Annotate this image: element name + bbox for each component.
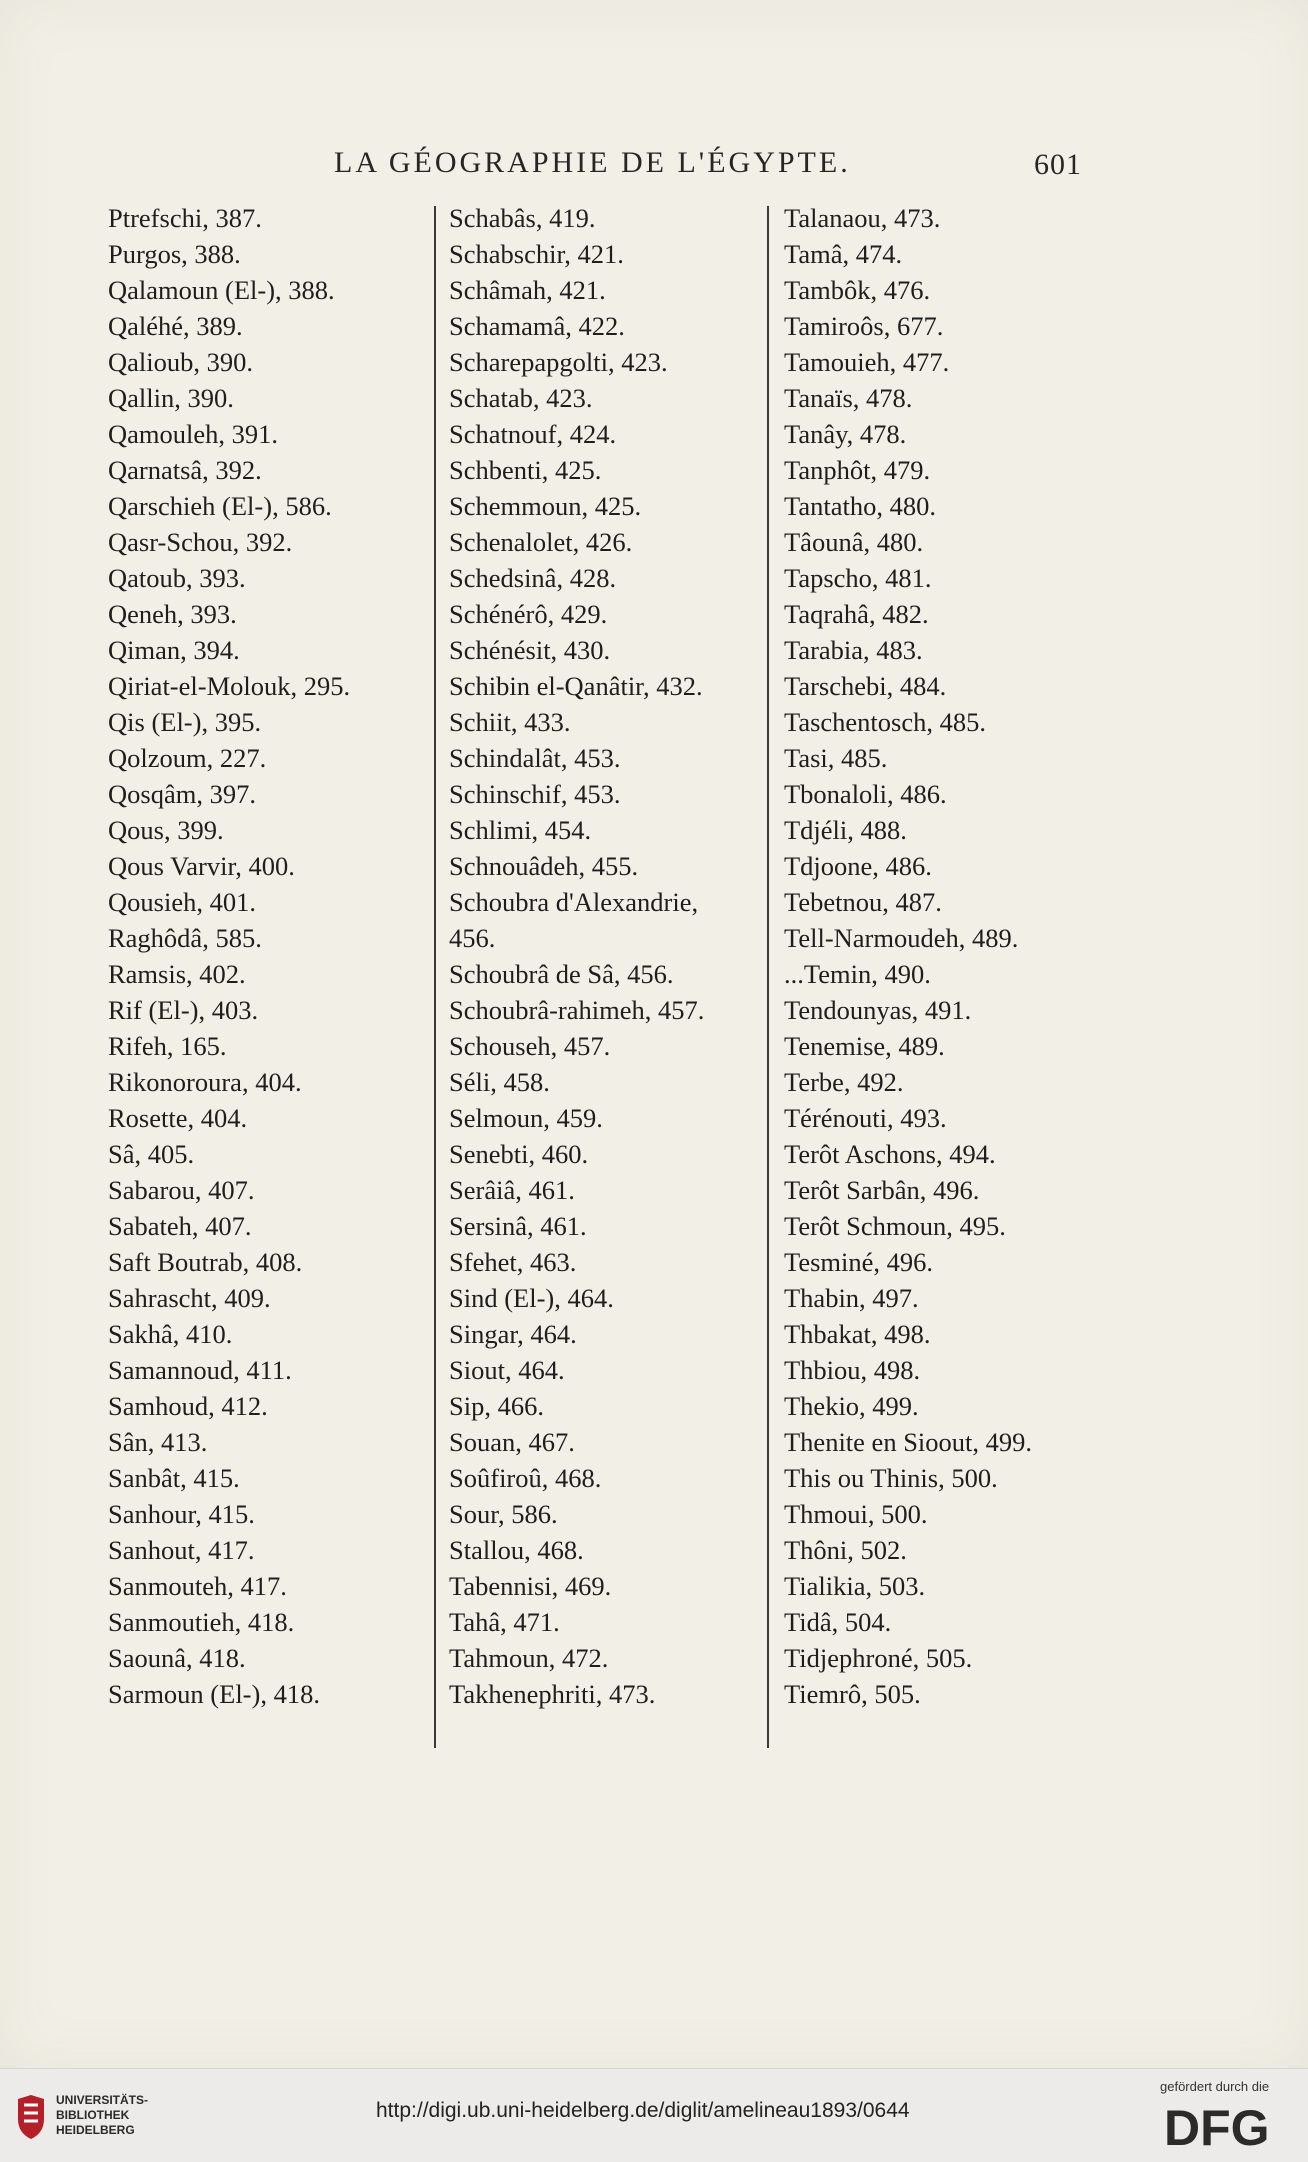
index-entry: Saounâ, 418. xyxy=(108,1643,246,1673)
index-entry: Sersinâ, 461. xyxy=(449,1211,587,1241)
index-entry: Sanmouteh, 417. xyxy=(108,1571,287,1601)
index-entry: Tabennisi, 469. xyxy=(449,1571,612,1601)
index-entry: Schoubrâ de Sâ, 456. xyxy=(449,959,674,989)
index-entry: Terôt Sarbân, 496. xyxy=(784,1175,980,1205)
index-entry: Qatoub, 393. xyxy=(108,563,246,593)
index-entry: Thmoui, 500. xyxy=(784,1499,928,1529)
index-entry: Sâ, 405. xyxy=(108,1139,195,1169)
index-entry: Raghôdâ, 585. xyxy=(108,923,262,953)
index-column-1 xyxy=(108,200,438,1712)
index-entry: Soûfiroû, 468. xyxy=(449,1463,602,1493)
index-entry: Qolzoum, 227. xyxy=(108,743,267,773)
index-entry: Terôt Schmoun, 495. xyxy=(784,1211,1006,1241)
index-entry: Sanmoutieh, 418. xyxy=(108,1607,295,1637)
index-entry: Qosqâm, 397. xyxy=(108,779,256,809)
index-entry: Siout, 464. xyxy=(449,1355,565,1385)
permalink-url[interactable]: http://digi.ub.uni-heidelberg.de/diglit/amelineau1893/0644 xyxy=(376,2099,910,2122)
index-entry: Tasi, 485. xyxy=(784,743,888,773)
index-entry: Tdjéli, 488. xyxy=(784,815,907,845)
index-entry: Tidâ, 504. xyxy=(784,1607,892,1637)
index-entry: Sfehet, 463. xyxy=(449,1247,577,1277)
index-entry: Qasr-Schou, 392. xyxy=(108,527,293,557)
index-entry: Tahmoun, 472. xyxy=(449,1643,609,1673)
index-entry: 456. xyxy=(449,923,496,953)
index-entry: Schamamâ, 422. xyxy=(449,311,625,341)
index-entry: Terbe, 492. xyxy=(784,1067,904,1097)
index-entry: Sind (El-), 464. xyxy=(449,1283,614,1313)
index-entry: Sabarou, 407. xyxy=(108,1175,255,1205)
index-entry: Schabschir, 421. xyxy=(449,239,624,269)
funding-caption: gefördert durch die xyxy=(1160,2079,1270,2094)
index-entry: Tendounyas, 491. xyxy=(784,995,972,1025)
index-entry: Tarabia, 483. xyxy=(784,635,923,665)
index-entry: Purgos, 388. xyxy=(108,239,241,269)
index-entry: Schatab, 423. xyxy=(449,383,593,413)
index-entry: Schinschif, 453. xyxy=(449,779,621,809)
index-entry: Souan, 467. xyxy=(449,1427,575,1457)
index-entry: Thbakat, 498. xyxy=(784,1319,931,1349)
index-entry: Tenemise, 489. xyxy=(784,1031,945,1061)
index-column-2 xyxy=(449,200,779,1712)
index-entry: Schâmah, 421. xyxy=(449,275,606,305)
viewer-footer xyxy=(0,2068,1308,2162)
index-entry: Talanaou, 473. xyxy=(784,203,941,233)
index-entry: Rikonoroura, 404. xyxy=(108,1067,302,1097)
index-entry: Sip, 466. xyxy=(449,1391,544,1421)
index-entry: Scharepapgolti, 423. xyxy=(449,347,668,377)
index-entry: Qalioub, 390. xyxy=(108,347,253,377)
index-entry: Schénérô, 429. xyxy=(449,599,608,629)
index-entry: Schbenti, 425. xyxy=(449,455,602,485)
index-entry: Sabateh, 407. xyxy=(108,1211,252,1241)
index-entry: Qalamoun (El-), 388. xyxy=(108,275,335,305)
index-entry: Tbonaloli, 486. xyxy=(784,779,947,809)
index-entry: Qous Varvir, 400. xyxy=(108,851,295,881)
index-entry: Tesminé, 496. xyxy=(784,1247,934,1277)
index-entry: Tanây, 478. xyxy=(784,419,907,449)
index-entry: Thenite en Sioout, 499. xyxy=(784,1427,1033,1457)
index-entry: Tamâ, 474. xyxy=(784,239,903,269)
index-entry: Thbiou, 498. xyxy=(784,1355,921,1385)
running-header xyxy=(0,146,1308,190)
dfg-logo-text: DFG xyxy=(1164,2100,1270,2151)
index-entry: Qiman, 394. xyxy=(108,635,240,665)
index-entry: Qousieh, 401. xyxy=(108,887,256,917)
index-entry: Schiit, 433. xyxy=(449,707,571,737)
index-entry: Qarnatsâ, 392. xyxy=(108,455,262,485)
index-entry: Tahâ, 471. xyxy=(449,1607,560,1637)
index-entry: Serâiâ, 461. xyxy=(449,1175,575,1205)
index-entry: Tebetnou, 487. xyxy=(784,887,942,917)
index-entry: Rifeh, 165. xyxy=(108,1031,227,1061)
index-entry: Schnouâdeh, 455. xyxy=(449,851,639,881)
index-entry: Térénouti, 493. xyxy=(784,1103,947,1133)
index-entry: Sân, 413. xyxy=(108,1427,208,1457)
library-name-line: BIBLIOTHEK xyxy=(56,2108,130,2122)
index-entry: Rosette, 404. xyxy=(108,1103,248,1133)
index-entry: Sanhout, 417. xyxy=(108,1535,255,1565)
index-entry: Qis (El-), 395. xyxy=(108,707,262,737)
index-entry: Schlimi, 454. xyxy=(449,815,592,845)
index-entry: Schoubrâ-rahimeh, 457. xyxy=(449,995,705,1025)
index-entry: Selmoun, 459. xyxy=(449,1103,603,1133)
funder-block xyxy=(1152,2077,1302,2157)
index-entry: Singar, 464. xyxy=(449,1319,577,1349)
index-entry: Schouseh, 457. xyxy=(449,1031,611,1061)
index-entry: Thekio, 499. xyxy=(784,1391,919,1421)
index-entry: Samannoud, 411. xyxy=(108,1355,292,1385)
index-entry: Schenalolet, 426. xyxy=(449,527,633,557)
index-entry: Takhenephriti, 473. xyxy=(449,1679,656,1709)
index-entry: Sakhâ, 410. xyxy=(108,1319,233,1349)
index-entry: Sanbât, 415. xyxy=(108,1463,240,1493)
index-entry: Saft Boutrab, 408. xyxy=(108,1247,303,1277)
index-entry: Thabin, 497. xyxy=(784,1283,919,1313)
index-entry: Tarschebi, 484. xyxy=(784,671,947,701)
index-entry: Schoubra d'Alexandrie, xyxy=(449,887,699,917)
index-entry: Tdjoone, 486. xyxy=(784,851,932,881)
index-entry: Taschentosch, 485. xyxy=(784,707,986,737)
index-entry: Schemmoun, 425. xyxy=(449,491,642,521)
index-entry: Rif (El-), 403. xyxy=(108,995,259,1025)
index-entry: Senebti, 460. xyxy=(449,1139,589,1169)
page-number: 601 xyxy=(1034,148,1082,181)
index-entry: Tanphôt, 479. xyxy=(784,455,931,485)
index-entry: Tidjephroné, 505. xyxy=(784,1643,973,1673)
library-name-line: UNIVERSITÄTS- xyxy=(56,2093,149,2107)
index-entry: Qeneh, 393. xyxy=(108,599,237,629)
index-entry: This ou Thinis, 500. xyxy=(784,1463,998,1493)
index-entry: ...Temin, 490. xyxy=(784,959,931,989)
index-entry: Qallin, 390. xyxy=(108,383,234,413)
index-entry: Tamiroôs, 677. xyxy=(784,311,944,341)
index-entry: Taqrahâ, 482. xyxy=(784,599,929,629)
index-entry: Tiemrô, 505. xyxy=(784,1679,921,1709)
index-entry: Sanhour, 415. xyxy=(108,1499,255,1529)
index-entry: Schatnouf, 424. xyxy=(449,419,617,449)
index-entry: Schibin el-Qanâtir, 432. xyxy=(449,671,703,701)
index-entry: Qamouleh, 391. xyxy=(108,419,279,449)
index-entry: Tanaïs, 478. xyxy=(784,383,913,413)
index-entry: Tell-Narmoudeh, 489. xyxy=(784,923,1019,953)
page-header-title: LA GÉOGRAPHIE DE L'ÉGYPTE. xyxy=(334,146,851,179)
index-entry: Schindalât, 453. xyxy=(449,743,621,773)
library-emblem-icon xyxy=(14,2093,48,2141)
index-entry: Sahrascht, 409. xyxy=(108,1283,271,1313)
index-entry: Séli, 458. xyxy=(449,1067,550,1097)
dfg-logo-icon xyxy=(1164,2099,1296,2151)
index-entry: Samhoud, 412. xyxy=(108,1391,268,1421)
index-entry: Tâounâ, 480. xyxy=(784,527,924,557)
index-column-3 xyxy=(784,200,1114,1712)
index-entry: Sarmoun (El-), 418. xyxy=(108,1679,320,1709)
index-entry: Schedsinâ, 428. xyxy=(449,563,617,593)
index-entry: Terôt Aschons, 494. xyxy=(784,1139,996,1169)
index-entry: Qarschieh (El-), 586. xyxy=(108,491,332,521)
university-library-logo xyxy=(14,2087,164,2147)
index-entry: Ramsis, 402. xyxy=(108,959,246,989)
index-entry: Qaléhé, 389. xyxy=(108,311,243,341)
index-entry: Tapscho, 481. xyxy=(784,563,932,593)
index-entry: Ptrefschi, 387. xyxy=(108,203,262,233)
library-name xyxy=(56,2093,148,2138)
index-entry: Schénésit, 430. xyxy=(449,635,611,665)
library-name-line: HEIDELBERG xyxy=(56,2123,135,2137)
index-entry: Qous, 399. xyxy=(108,815,224,845)
index-entry: Tamouieh, 477. xyxy=(784,347,950,377)
index-entry: Tialikia, 503. xyxy=(784,1571,926,1601)
index-entry: Tantatho, 480. xyxy=(784,491,936,521)
index-entry: Sour, 586. xyxy=(449,1499,558,1529)
index-entry: Tambôk, 476. xyxy=(784,275,931,305)
index-entry: Qiriat-el-Molouk, 295. xyxy=(108,671,351,701)
index-entry: Stallou, 468. xyxy=(449,1535,584,1565)
index-entry: Thôni, 502. xyxy=(784,1535,907,1565)
index-entry: Schabâs, 419. xyxy=(449,203,596,233)
